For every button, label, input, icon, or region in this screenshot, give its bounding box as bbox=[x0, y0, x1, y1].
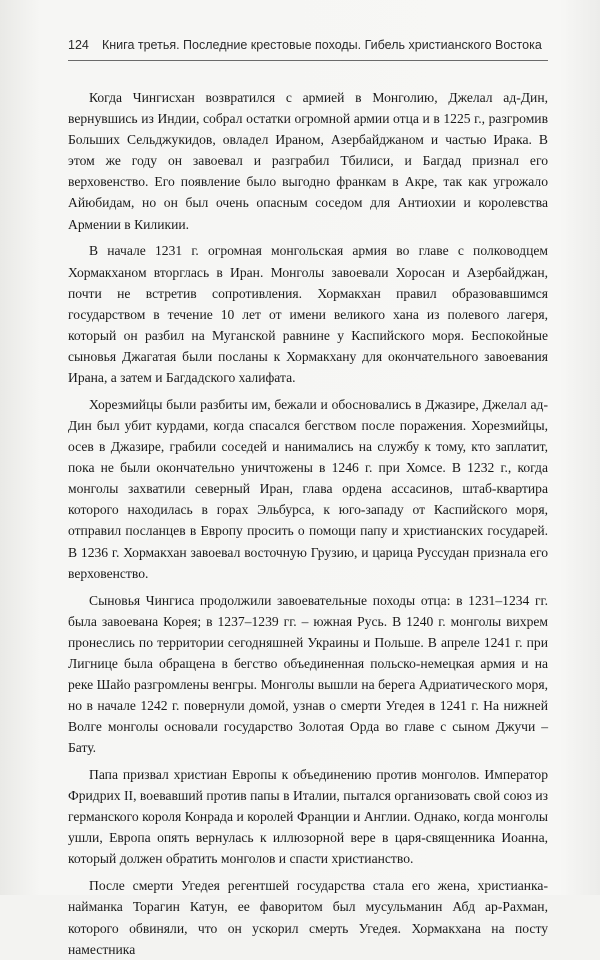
running-header bbox=[68, 38, 546, 52]
paragraph: После смерти Угедея регентшей государства стала его жена, христианка-найманка Торагин Катун, ее фаворитом был мусульманин Абд ар-Рахман, которого обвиняли, что он ускорил смерть Угедея. Хормакхана на посту наместника bbox=[68, 878, 548, 957]
paragraph: Хорезмийцы были разбиты им, бежали и обосновались в Джазире, Джелал ад-Дин был убит курдами, когда спасался бегством после поражения. Хорезмийцы, осев в Джазире, грабили соседей и нанимались на службу к тому, кто заплатит, пока не были окончательно уничтожены в 1246 г. при Хомсе. В 1232 г., когда монголы захватили северный Иран, глава ордена ассасинов, штаб-квартира которого находилась в горах Эльбурса, к юго-западу от Каспийского моря, отправил посланцев в Европу просить о помощи папу и христианских государей. В 1236 г. Хормакхан завоевал восточную Грузию, и царица Руссудан признала его верховенство. bbox=[68, 396, 548, 581]
page-number: 124 bbox=[68, 38, 89, 52]
paragraph: В начале 1231 г. огромная монгольская армия во главе с полководцем Хормакханом вторглась в Иран. Монголы завоевали Хоросан и Азербайджан, почти не встретив сопротивления. Хормакхан правил образовавшимся государством в течение 10 лет от имени великого хана из полевого лагеря, который он разбил на Муганской равнине у Каспийского моря. Беспокойные сыновья Джагатая были посланы к Хормакхану для окончательного завоевания Ирана, а затем и Багдадского халифата. bbox=[68, 243, 548, 386]
paragraph: Папа призвал христиан Европы к объединению против монголов. Император Фридрих II, воевавший против папы в Италии, пытался организовать свой союз из германского короля Конрада и королей Франции и Англии. Однако, когда монголы ушли, Европа опять вернулась к иллюзорной вере в царя-священника Иоанна, который должен обратить монголов и спасти христианство. bbox=[68, 767, 548, 867]
header-rule bbox=[68, 60, 548, 61]
running-title: Книга третья. Последние крестовые походы. Гибель христианского Востока bbox=[102, 38, 542, 52]
paragraph: Сыновья Чингиса продолжили завоевательные походы отца: в 1231–1234 гг. была завоевана Корея; в 1237–1239 гг. – южная Русь. В 1240 г. монголы вихрем пронеслись по территории сегодняшней Украины и Польше. В апреле 1241 г. при Лигнице была обращена в бегство объединенная польско-немецкая армия и на реке Шайо разгромлены венгры. Монголы вышли на берега Адриатического моря, но в начале 1242 г. повернули домой, узнав о смерти Угедея в 1241 г. На нижней Волге монголы основали государство Золотая Орда во главе с сыном Джучи – Бату. bbox=[68, 592, 548, 756]
paragraph: Когда Чингисхан возвратился с армией в Монголию, Джелал ад-Дин, вернувшись из Индии, собрал остатки огромной армии отца и в 1225 г., разгромив Больших Сельджукидов, овладел Ираном, Азербайджаном и частью Ирака. В этом же году он завоевал и разграбил Тбилиси, и Багдад признал его верховенство. Его появление было выгодно франкам в Акре, так как угрожало Айюбидам, но он был очень опасным соседом для Антиохии и королевства Армении в Киликии. bbox=[68, 90, 548, 232]
body-text bbox=[68, 87, 548, 960]
